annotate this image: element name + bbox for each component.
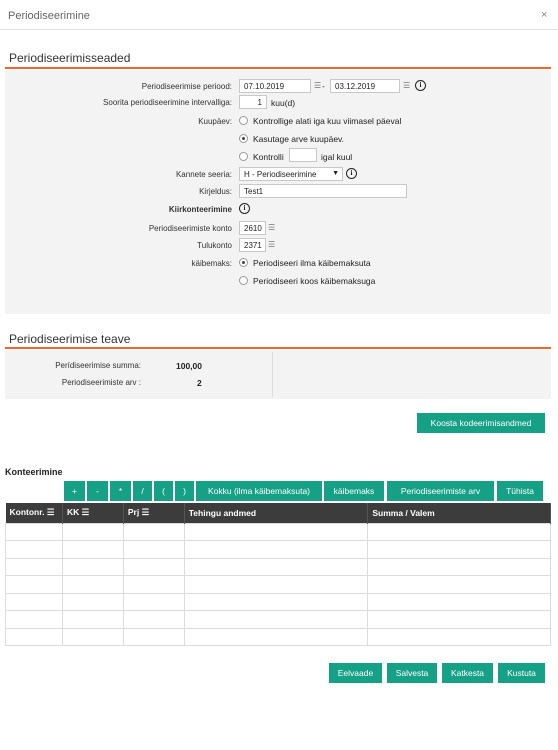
table-row[interactable]	[6, 523, 551, 541]
table-row[interactable]	[6, 576, 551, 594]
delete-button[interactable]: Kustuta	[498, 663, 545, 683]
minus-button[interactable]: -	[87, 481, 108, 501]
multiply-button[interactable]: *	[110, 481, 131, 501]
table-header-row	[6, 503, 551, 523]
period-count-button[interactable]: Periodiseerimiste arv	[387, 481, 494, 501]
vat-option-radio[interactable]	[239, 258, 248, 267]
column-header-amount: Summa / Valem	[368, 503, 551, 523]
sum-value: 100,00	[176, 361, 202, 371]
info-panel	[5, 350, 551, 399]
period-start-input[interactable]: 07.10.2019	[239, 79, 311, 93]
info-icon[interactable]: i	[415, 80, 426, 91]
count-value: 2	[197, 378, 202, 388]
date-option-3-suffix: igal kuul	[321, 152, 353, 162]
count-label: Periodiseerimiste arv :	[61, 378, 141, 387]
period-separator: -	[322, 81, 325, 91]
description-label: Kirjeldus:	[199, 187, 232, 196]
series-label: Kannete seeria:	[175, 170, 232, 179]
close-icon[interactable]: ×	[541, 9, 548, 21]
info-icon[interactable]: i	[239, 203, 250, 214]
section-divider	[5, 67, 551, 69]
income-account-input[interactable]: 2371	[239, 238, 266, 252]
column-header-project[interactable]: Prj ☰	[123, 503, 184, 523]
list-icon[interactable]: ☰	[314, 81, 322, 90]
close-paren-button[interactable]: )	[175, 481, 194, 501]
day-of-month-input[interactable]	[289, 148, 317, 162]
vat-label: käibemaks:	[191, 259, 232, 268]
date-option-radio[interactable]	[239, 134, 248, 143]
interval-unit: kuu(d)	[271, 98, 296, 108]
column-header-account[interactable]: Kontonr. ☰	[6, 503, 63, 523]
interval-input[interactable]: 1	[239, 95, 267, 109]
list-icon[interactable]: ☰	[268, 240, 276, 249]
divide-button[interactable]: /	[133, 481, 152, 501]
table-row[interactable]	[6, 541, 551, 559]
period-account-input[interactable]: 2610	[239, 221, 266, 235]
title-bar	[0, 0, 558, 30]
date-option-3-label[interactable]: Kontrolli	[253, 152, 284, 162]
list-icon: ☰	[46, 507, 55, 518]
cancel-button[interactable]: Katkesta	[442, 663, 493, 683]
preview-button[interactable]: Eelvaade	[329, 663, 382, 683]
interval-label: Soorita periodiseerimine intervalliga:	[103, 98, 232, 107]
chevron-down-icon: ▼	[332, 170, 339, 177]
window-title: Periodiseerimine	[8, 10, 90, 22]
date-option-1[interactable]: Kontrollige alati iga kuu viimasel päeval	[253, 116, 402, 126]
plus-button[interactable]: +	[64, 481, 85, 501]
table-row[interactable]	[6, 593, 551, 611]
vat-option-2[interactable]: Periodiseeri koos käibemaksuga	[253, 276, 376, 286]
total-without-vat-button[interactable]: Kokku (ilma käibemaksuta)	[196, 481, 322, 501]
settings-heading: Periodiseerimisseaded	[9, 51, 131, 65]
income-account-label: Tulukonto	[197, 241, 232, 250]
table-row[interactable]	[6, 628, 551, 646]
section-divider	[5, 347, 551, 349]
date-option-radio[interactable]	[239, 152, 248, 161]
clear-button[interactable]: Tühista	[497, 481, 543, 501]
table-row[interactable]	[6, 611, 551, 629]
posting-table	[5, 503, 551, 646]
list-icon[interactable]: ☰	[268, 223, 276, 232]
column-header-kk[interactable]: KK ☰	[62, 503, 123, 523]
compose-coding-button[interactable]: Koosta kodeerimisandmed	[417, 413, 545, 433]
list-icon: ☰	[141, 507, 150, 518]
date-option-radio[interactable]	[239, 116, 248, 125]
series-value: H - Periodiseerimine	[244, 170, 317, 179]
list-icon: ☰	[81, 507, 90, 518]
date-option-2[interactable]: Kasutage arve kuupäev.	[253, 134, 345, 144]
open-paren-button[interactable]: (	[154, 481, 173, 501]
date-label: Kuupäev:	[198, 117, 232, 126]
period-account-label: Periodiseerimiste konto	[148, 224, 232, 233]
column-header-transaction: Tehingu andmed	[184, 503, 368, 523]
description-input[interactable]: Test1	[239, 184, 407, 198]
sum-label: Perídiseerimise summa:	[55, 361, 141, 370]
list-icon[interactable]: ☰	[403, 81, 411, 90]
save-button[interactable]: Salvesta	[387, 663, 437, 683]
info-icon[interactable]: i	[346, 168, 357, 179]
vat-option-radio[interactable]	[239, 276, 248, 285]
table-row[interactable]	[6, 558, 551, 576]
posting-heading: Konteerimine	[5, 467, 63, 477]
info-heading: Periodiseerimise teave	[9, 332, 131, 346]
vat-button[interactable]: käibemaks	[324, 481, 384, 501]
info-divider	[272, 352, 273, 397]
vat-option-1[interactable]: Periodiseeri ilma käibemaksuta	[253, 258, 371, 268]
series-select[interactable]	[239, 167, 343, 181]
quick-posting-heading: Kiirkonteerimine	[168, 205, 232, 214]
period-end-input[interactable]: 03.12.2019	[330, 79, 400, 93]
period-label: Periodiseerimise periood:	[141, 82, 232, 91]
